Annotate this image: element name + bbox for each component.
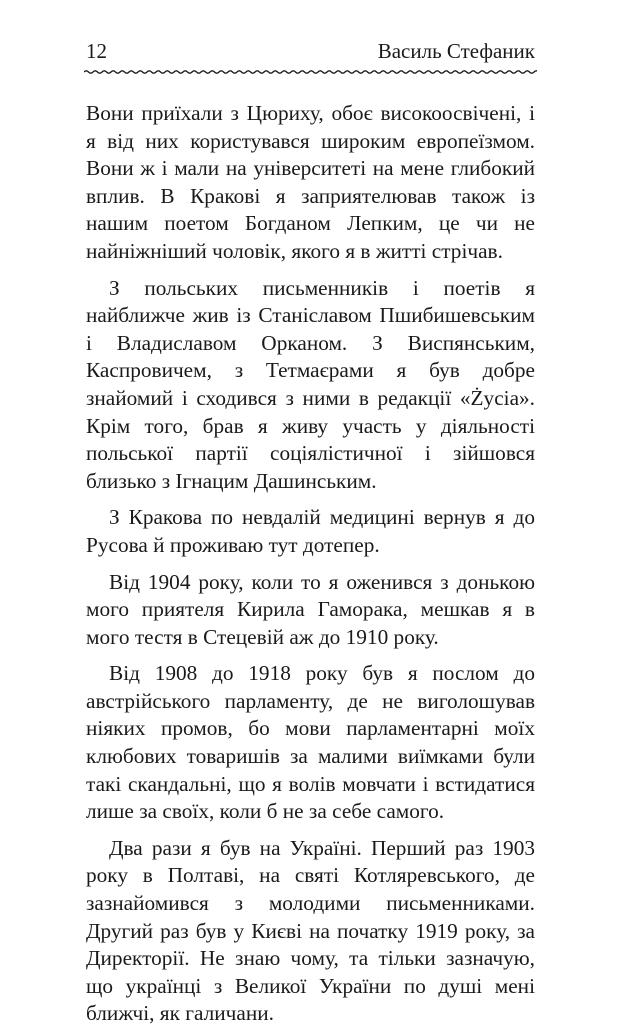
paragraph-4: Від 1904 року, коли то я оженився з донькою мого приятеля Кирила Гаморака, мешкав я в могo тестя в Стецевій аж до 1910 року. [86, 569, 535, 649]
paragraph-5: Від 1908 до 1918 року був я послом до австрійського парламенту, де не виголошував ніяких промов, бо мови парламентарні моїх клюбових товаришів за малими виїмками були такі скандальні, що я волів мовчати і встидатися лише за своїх, коли б не за себе самого. [86, 661, 535, 824]
running-head: Василь Стефаник [377, 39, 535, 63]
page-header [86, 38, 535, 64]
paragraph-6: Два рази я був на Україні. Перший раз 1903 року в Полтаві, на святі Котляревського, де зазнайомився з молодими письменниками. Другий раз був у Києві на початку 1919 року, за Директорії. Не знаю чому, та тільки зазначую, що українці з Великої України по душі мені ближчі, як галичани. [86, 835, 535, 1026]
paragraph-2: З польських письменників і поетів я найближче жив із Станіславом Пшибишевським і Владиславом Орканом. З Виспянським, Каспровичем, з Тетмаєрами я був добре знайомий і сходився з ними в редакції «Życia». Крім того, брав я живу участь у діяльності польської партії соціялістичної і зійшовся близько з Ігнацим Дашинським. [86, 275, 535, 493]
paragraph-1: Вони приїхали з Цюриху, обоє високоосвічені, і я від них користувався широким европеїзмом. Вони ж і мали на університеті на мене глибокий вплив. В Кракові я заприятелював також із нашим поетом Богданом Лепким, це чи не найніжніший чоловік, якого я в житті стрічав. [86, 101, 535, 263]
wavy-rule-ornament [84, 66, 537, 78]
paragraph-3: З Кракова по невдалій медицині вернув я до Русова й проживаю тут дотепер. [86, 505, 535, 557]
page-number: 12 [86, 39, 107, 63]
body-text [86, 100, 535, 1028]
